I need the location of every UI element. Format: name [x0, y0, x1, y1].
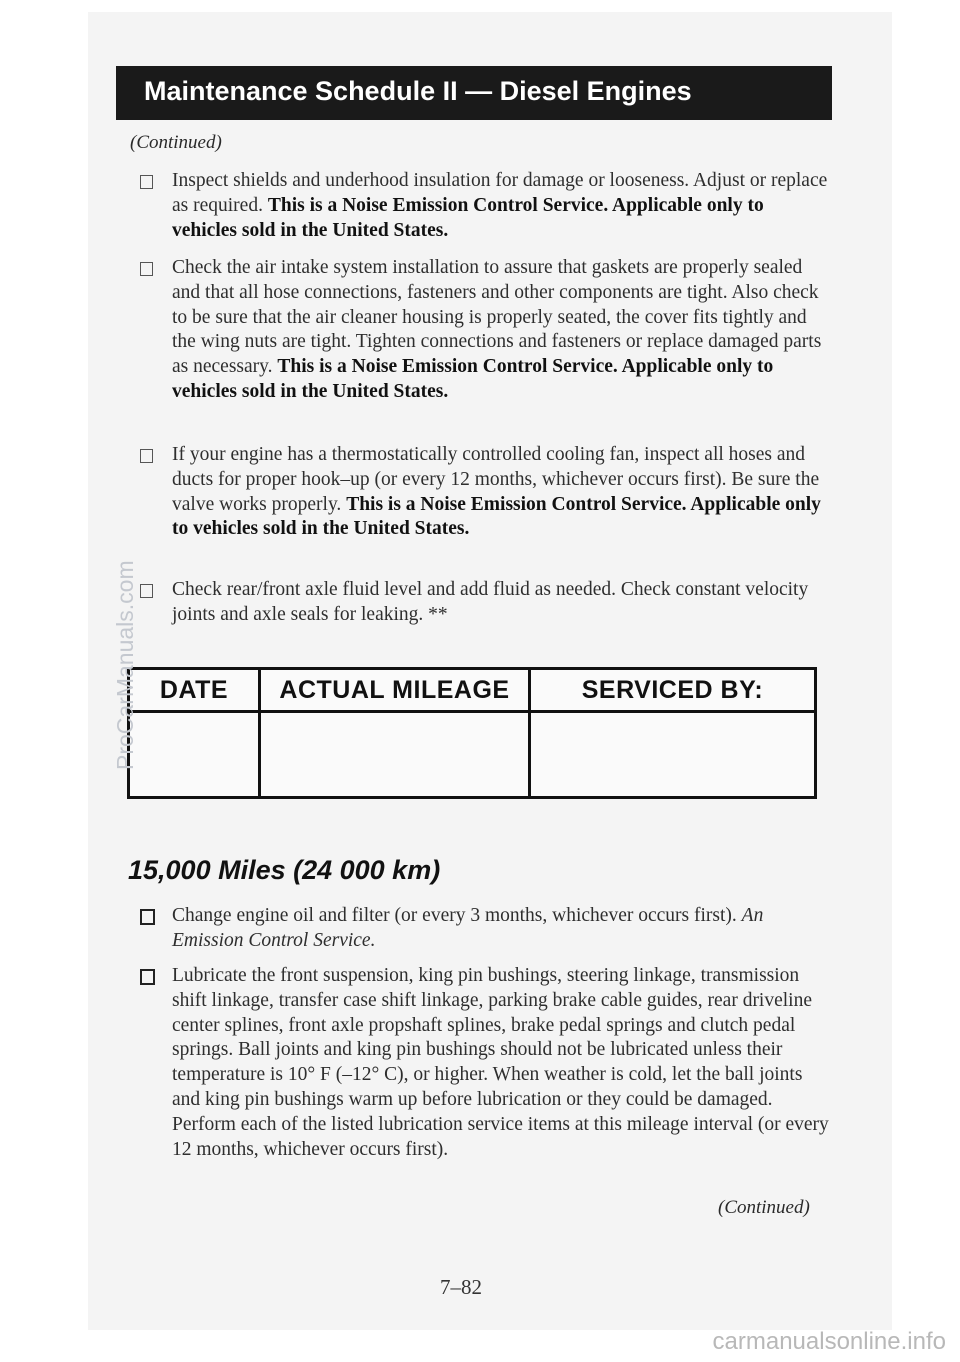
checkbox-icon — [140, 969, 155, 985]
item-text: If your engine has a thermostatically controlled cooling fan, inspect all hoses and ducts for proper hook–up (or every 12 months, whichever occurs first). Be sure the valve works properly. — [172, 444, 820, 515]
item-text: Check rear/front axle fluid level and add fluid as needed. Check constant velocity joints and axle seals for leaking. ** — [172, 579, 809, 625]
item-text: Check the air intake system installation to assure that gaskets are properly sealed and that all hose connections, fasteners and other components are tight. Also check to be sure that the air cleaner housing is properly seated, the cover fits tightly and the wing nuts are tight. Tighten connections and fasteners or replace damaged parts as necessary. — [172, 257, 822, 378]
page-title: Maintenance Schedule II — Diesel Engines — [144, 76, 692, 106]
item-italic-note: An Emission Control Service. — [172, 905, 764, 951]
section-banner — [116, 66, 832, 120]
continued-label-bottom: (Continued) — [718, 1197, 810, 1218]
checkbox-icon — [140, 449, 153, 463]
continued-label-top: (Continued) — [130, 132, 222, 153]
checklist-item — [140, 578, 830, 628]
checklist-item — [140, 904, 830, 954]
table-divider — [528, 670, 531, 796]
section-heading: 15,000 Miles (24 000 km) — [128, 855, 441, 885]
checklist-item — [140, 443, 830, 542]
checkbox-icon — [140, 175, 153, 189]
column-header-date: DATE — [159, 675, 229, 704]
checkbox-icon — [140, 584, 153, 598]
table-divider — [130, 710, 814, 713]
item-bold-note: This is a Noise Emission Control Service. Applicable only to vehicles sold in the United States. — [172, 194, 764, 241]
checklist-item — [140, 256, 830, 405]
page-number: 7–82 — [440, 1275, 482, 1299]
checklist-item — [140, 169, 830, 243]
table-divider — [258, 670, 261, 796]
checkbox-icon — [140, 262, 153, 276]
bottom-watermark: carmanualsonline.info — [712, 1328, 946, 1355]
column-header-serviced-by: SERVICED BY: — [581, 675, 764, 704]
checklist-item — [140, 964, 830, 1162]
item-text: Lubricate the front suspension, king pin bushings, steering linkage, transmission shift linkage, transfer case shift linkage, parking brake cable guides, rear driveline center splines, front axle propshaft splines, brake pedal springs and clutch pedal springs. Ball joints and king pin bushings should not be lubricated unless their temperature is 10° F (–12° C), or higher. When weather is cold, let the ball joints and king pin bushings warm up before lubrication or they could be damaged. Perform each of the listed lubrication service items at this mileage interval (or every 12 months, whichever occurs first). — [172, 965, 829, 1160]
item-text: Change engine oil and filter (or every 3 months, whichever occurs first). — [172, 905, 742, 926]
checkbox-icon — [140, 909, 155, 925]
side-watermark: ProCarManuals.com — [112, 560, 138, 770]
item-text: Inspect shields and underhood insulation for damage or looseness. Adjust or replace as required. — [172, 170, 828, 216]
item-bold-note: This is a Noise Emission Control Service. Applicable only to vehicles sold in the United States. — [172, 493, 821, 540]
column-header-actual-mileage: ACTUAL MILEAGE — [279, 675, 510, 704]
service-record-table — [127, 667, 817, 799]
item-bold-note: This is a Noise Emission Control Service. Applicable only to vehicles sold in the United States. — [172, 356, 774, 402]
